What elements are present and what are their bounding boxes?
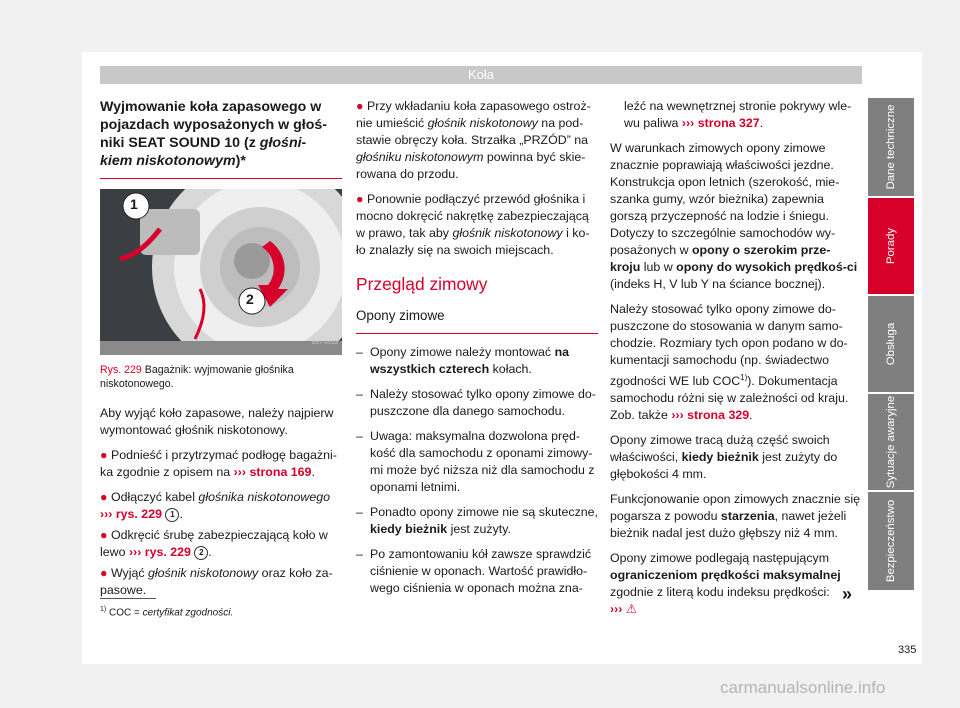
next-page-icon: » (842, 584, 853, 604)
list-item: – Uwaga: maksymalna dozwolona pręd-kość dla samochodu z oponami zimowy-mi może być niższa niż dla samochodu z oponami letnimi. (356, 428, 598, 496)
connector (140, 209, 200, 255)
heading-winter-check: Przegląd zimowy (356, 274, 488, 294)
tab-obsluga[interactable]: Obsługa (868, 296, 914, 392)
badge-2: 2 (194, 546, 208, 560)
paragraph: Funkcjonowanie opon zimowych znacznie się pogarsza z powodu starzenia, nawet jeżeli bieżnik nadal jest dużo głębszy niż 4 mm. (610, 492, 861, 541)
subheading-rule (356, 333, 598, 334)
column-1 (100, 98, 342, 607)
step-2: ● Odłączyć kabel głośnika niskotonowego ››› rys. 229 1 . (100, 490, 330, 521)
subheading-winter-tyres: Opony zimowe (356, 308, 445, 323)
section-rule (100, 178, 342, 179)
callout-1: 1 (130, 196, 138, 212)
column-2 (356, 98, 598, 605)
figure-code: B57-0033 (311, 340, 338, 346)
link-strona-329[interactable]: ››› strona 329 (671, 408, 750, 423)
link-strona-169[interactable]: ››› strona 169 (233, 465, 312, 479)
list-item: – Po zamontowaniu kół zawsze sprawdzić ciśnienie w oponach. Wartość prawidło-wego ciśnienia w oponach można zna- (356, 546, 598, 597)
link-rys-229[interactable]: ››› rys. 229 (128, 545, 191, 559)
tab-dane-techniczne[interactable]: Dane techniczne (868, 98, 914, 196)
step-4: ● Wyjąć głośnik niskotonowy oraz koło za-pasowe. (100, 566, 333, 597)
step-5: ● Przy wkładaniu koła zapasowego ostroż-nie umieścić głośnik niskotonowy na pod-stawie obręczy koła. Strzałka „PRZÓD” na głośniku niskotonowym powinna być skie-rowana do przodu. (356, 99, 591, 181)
footnote-rule (100, 598, 156, 599)
list-item: – Należy stosować tylko opony zimowe do-puszczone dla danego samochodu. (356, 386, 598, 420)
step-6: ● Ponownie podłączyć przewód głośnika i mocno dokręcić nakrętkę zabezpieczającą w prawo, tak aby głośnik niskotonowy i ko-ło znalazły się na swoich miejscach. (356, 192, 590, 257)
footnote: $^{1)}$ COC = certyfikat zgodności. (100, 606, 234, 619)
intro-text: Aby wyjąć koło zapasowe, należy najpierw wymontować głośnik niskotonowy. (100, 406, 334, 437)
section-title: Wyjmowanie koła zapasowego w pojazdach wyposażonych w głoś- niki SEAT SOUND 10 (z głośni- kiem niskotonowym)* (100, 99, 328, 169)
watermark: carmanualsonline.info (720, 678, 886, 697)
paragraph: Należy stosować tylko opony zimowe do-puszczone do stosowania w danym samo-chodzie. Rozmiary tych opon podano w do-kumentacji samochodu (np. świadectwo zgodności WE lub COC$^{1)}$). Dokumentacja samochodu różni się w zależności od kraju. Zob. także ››› strona 329. (610, 302, 849, 423)
tab-porady[interactable]: Porady (868, 198, 914, 294)
figure-trunk-subwoofer (100, 189, 342, 355)
figure-illustration (100, 189, 342, 355)
link-rys-229[interactable]: ››› rys. 229 (100, 507, 162, 521)
step-1: ● Podnieść i przytrzymać podłogę bagażni-ka zgodnie z opisem na ››› strona 169. (100, 448, 337, 479)
page-header: Koła (100, 66, 862, 84)
badge-1: 1 (165, 508, 179, 522)
link-warning[interactable]: ››› (610, 602, 623, 617)
list-item: – Opony zimowe należy montować na wszystkich czterech kołach. (356, 344, 598, 378)
callout-2: 2 (246, 291, 254, 307)
paragraph: W warunkach zimowych opony zimowe znacznie poprawiają właściwości jezdne. Konstrukcja opon letnich (szerokość, mie-szanka gumy, wzór bieżnika) zapewnia gorszą przyczepność na lodzie i śniegu. Dotyczy to szczególnie samochodów wy-posażonych w opony o szerokim prze-kroju lub w opony do wysokich prędkoś-ci (indeks H, V lub Y na ściance bocznej). (610, 141, 858, 291)
paragraph: leźć na wewnętrznej stronie pokrywy wle-wu paliwa ››› strona 327. (624, 99, 852, 130)
column-3 (610, 98, 860, 626)
page-number: 335 (898, 644, 917, 656)
link-strona-327[interactable]: ››› strona 327 (681, 116, 760, 130)
paragraph: Opony zimowe podlegają następującym ograniczeniom prędkości maksymalnej zgodnie z literą kodu indeksu prędkości: ››› ⚠ (610, 551, 841, 617)
tab-sytuacje-awaryjne[interactable]: Sytuacje awaryjne (868, 394, 914, 490)
paragraph: Opony zimowe tracą dużą część swoich właściwości, kiedy bieżnik jest zużyty do głębokości 4 mm. (610, 433, 838, 482)
tab-bezpieczenstwo[interactable]: Bezpieczeństwo (868, 492, 914, 590)
list-item: – Ponadto opony zimowe nie są skuteczne, kiedy bieżnik jest zużyty. (356, 504, 598, 538)
step-3: ● Odkręcić śrubę zabezpieczającą koło w lewo ››› rys. 229 2 . (100, 528, 328, 559)
figure-caption: Rys. 229 Bagażnik: wyjmowanie głośnika niskotonowego. (100, 364, 294, 390)
warning-icon: ⚠ (625, 602, 637, 617)
